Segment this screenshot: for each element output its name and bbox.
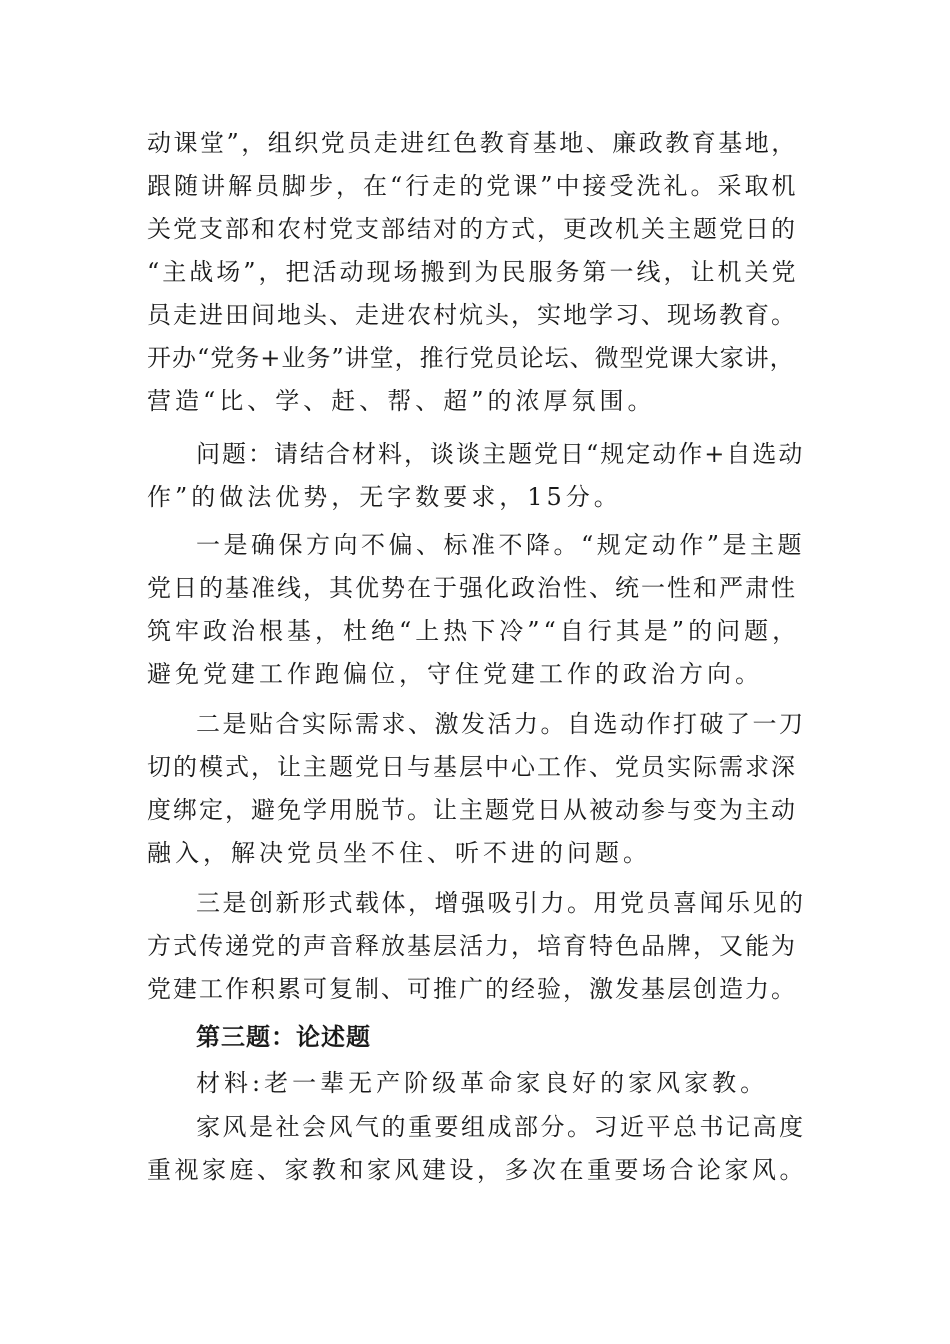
body-text-line: 员走进田间地头、走进农村炕头，实地学习、现场教育。 bbox=[147, 301, 797, 329]
body-text-line: 关党支部和农村党支部结对的方式，更改机关主题党日的 bbox=[147, 215, 797, 243]
question-line: 作”的做法优势，无字数要求，15分。 bbox=[147, 483, 622, 511]
body-text-line: 营造“比、学、赶、帮、超”的浓厚氛围。 bbox=[147, 387, 656, 415]
answer-point-3: 三是创新形式载体，增强吸引力。用党员喜闻乐见的 bbox=[196, 889, 806, 917]
body-text-line: 避免党建工作跑偏位，守住党建工作的政治方向。 bbox=[147, 660, 763, 688]
body-text-line: “主战场”，把活动现场搬到为民服务第一线，让机关党 bbox=[147, 258, 799, 286]
body-text-line: 党日的基准线，其优势在于强化政治性、统一性和严肃性 bbox=[147, 574, 797, 602]
body-text-line: 融入，解决党员坐不住、听不进的问题。 bbox=[147, 839, 651, 867]
question-line: 问题：请结合材料，谈谈主题党日“规定动作+自选动 bbox=[196, 440, 805, 468]
body-text-line: 切的模式，让主题党日与基层中心工作、党员实际需求深 bbox=[147, 753, 797, 781]
body-text-line: 动课堂”，组织党员走进红色教育基地、廉政教育基地， bbox=[147, 129, 798, 157]
body-text-line: 重视家庭、家教和家风建设，多次在重要场合论家风。 bbox=[147, 1156, 807, 1184]
section-heading: 第三题：论述题 bbox=[196, 1023, 371, 1051]
body-text-line: 方式传递党的声音释放基层活力，培育特色品牌，又能为 bbox=[147, 932, 797, 960]
answer-point-1: 一是确保方向不偏、标准不降。“规定动作”是主题 bbox=[196, 531, 806, 559]
body-text-line: 开办“党务+业务”讲堂，推行党员论坛、微型党课大家讲， bbox=[147, 344, 795, 372]
body-text-line: 筑牢政治根基，杜绝“上热下冷”“自行其是”的问题， bbox=[147, 617, 801, 645]
material-line: 材料:老一辈无产阶级革命家良好的家风家教。 bbox=[196, 1069, 769, 1097]
body-text-line: 党建工作积累可复制、可推广的经验，激发基层创造力。 bbox=[147, 975, 797, 1003]
body-text-line: 跟随讲解员脚步，在“行走的党课”中接受洗礼。采取机 bbox=[147, 172, 799, 200]
body-text-line: 度绑定，避免学用脱节。让主题党日从被动参与变为主动 bbox=[147, 796, 797, 824]
answer-point-2: 二是贴合实际需求、激发活力。自选动作打破了一刀 bbox=[196, 710, 806, 738]
body-text-line: 家风是社会风气的重要组成部分。习近平总书记高度 bbox=[196, 1113, 806, 1141]
